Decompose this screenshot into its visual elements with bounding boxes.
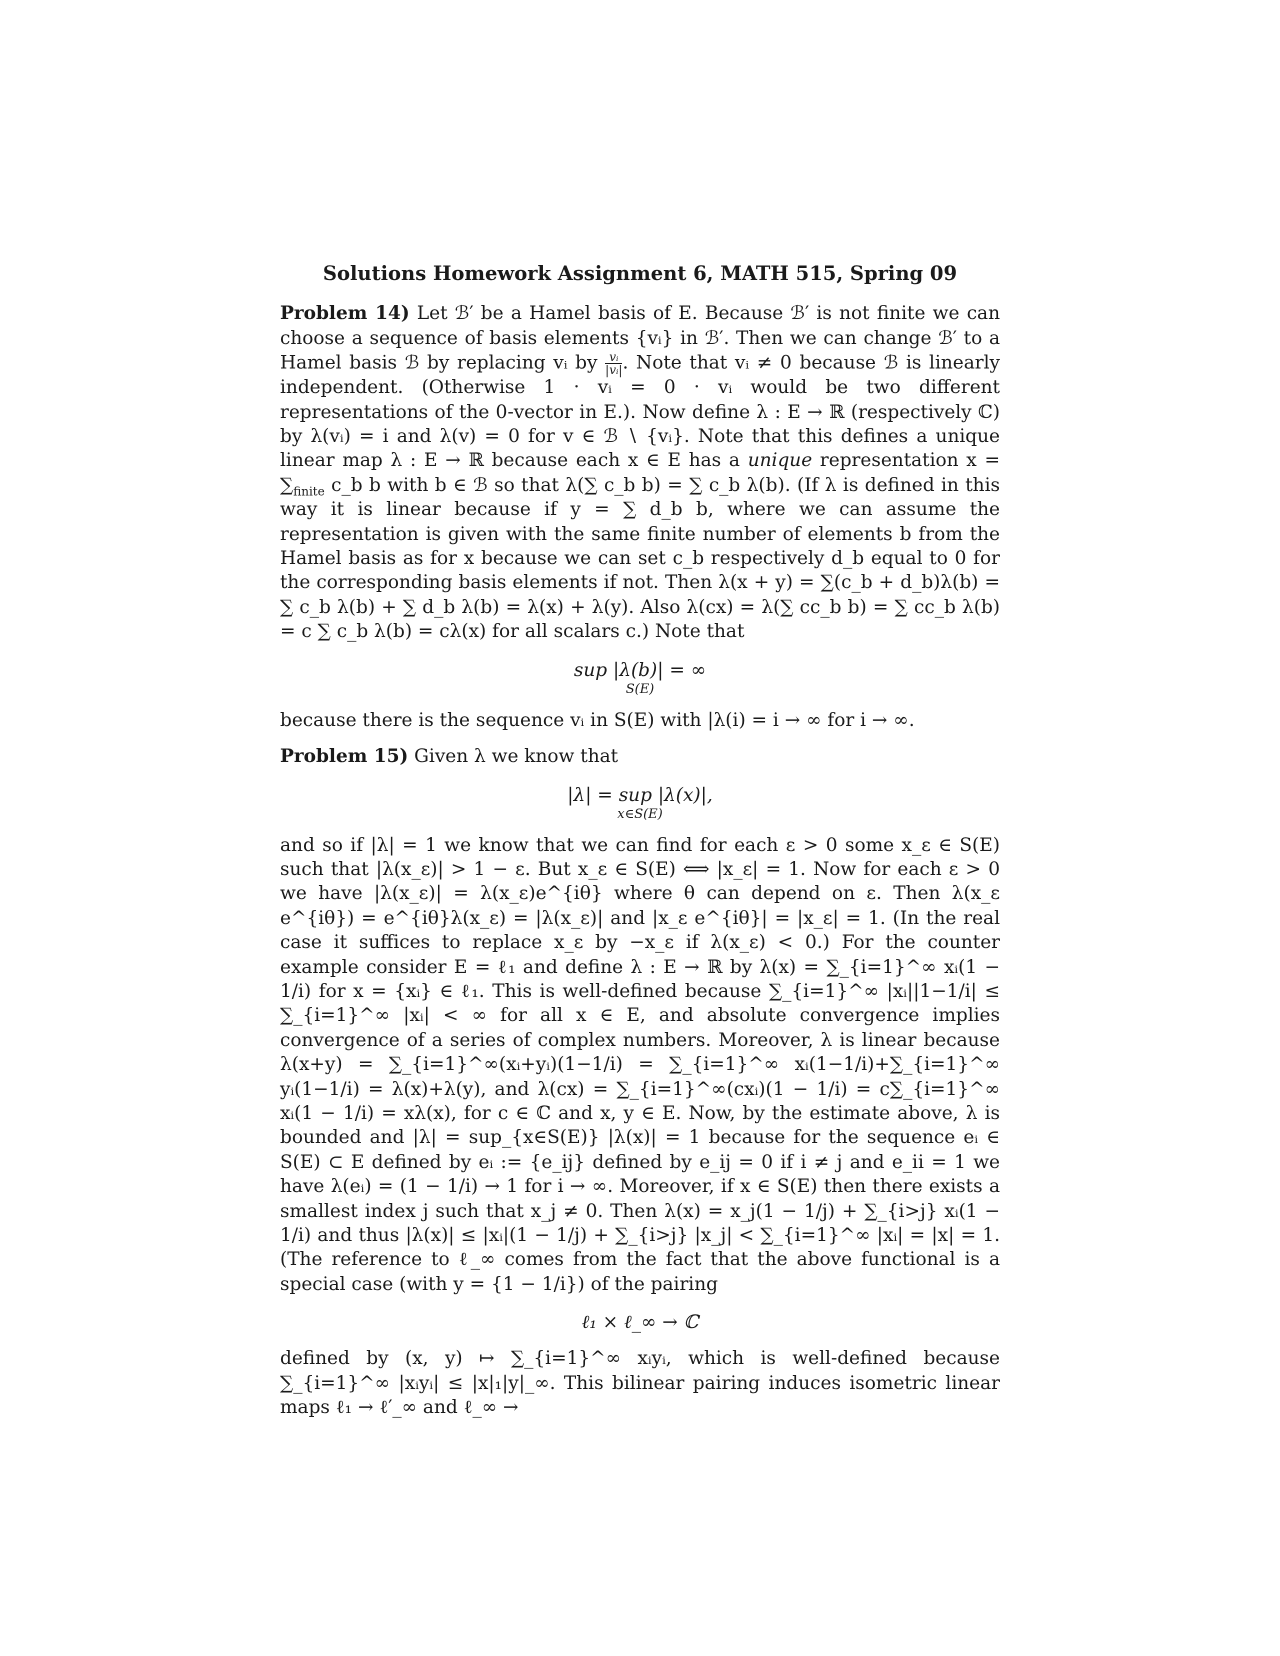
problem-14-text-4: c_b b with b ∈ ℬ so that λ(∑ c_b b) = ∑ c_b λ(b). (If λ is defined in this way it is linear because if y = ∑ d_b b, where we can assume the representation is given with the same finite number of elements b from the Hamel basis as for x because we can set c_b respectively d_b equal to 0 for the corresponding basis elements if not. Then λ(x + y) = ∑(c_b + d_b)λ(b) = ∑ c_b λ(b) + ∑ d_b λ(b) = λ(x) + λ(y). Also λ(cx) = λ(∑ cc_b b) = ∑ cc_b λ(b) = c ∑ c_b λ(b) = cλ(x) for all scalars c.) Note that: [280, 474, 1000, 643]
emphasis-unique: unique: [747, 450, 813, 472]
problem-15-body: and so if |λ| = 1 we know that we can find for each ε > 0 some x_ε ∈ S(E) such that |λ(x_ε)| > 1 − ε. But x_ε ∈ S(E) ⟺ |x_ε| = 1. Now for each ε > 0 we have |λ(x_ε)| = λ(x_ε)e^{iθ} where θ can depend on ε. Then λ(x_ε e^{iθ}) = e^{iθ}λ(x_ε) = |λ(x_ε)| and |x_ε e^{iθ}| = |x_ε| = 1. (In the real case it suffices to replace x_ε by −x_ε if λ(x_ε) < 0.) For the counter example consider E = ℓ₁ and define λ : E → ℝ by λ(x) = ∑_{i=1}^∞ xᵢ(1 − 1/i) for x = {xᵢ} ∈ ℓ₁. This is well-defined because ∑_{i=1}^∞ |xᵢ||1−1/i| ≤ ∑_{i=1}^∞ |xᵢ| < ∞ for all x ∈ E, and absolute convergence implies convergence of a series of complex numbers. Moreover, λ is linear because λ(x+y) = ∑_{i=1}^∞(xᵢ+yᵢ)(1−1/i) = ∑_{i=1}^∞ xᵢ(1−1/i)+∑_{i=1}^∞ yᵢ(1−1/i) = λ(x)+λ(y), and λ(cx) = ∑_{i=1}^∞(cxᵢ)(1 − 1/i) = c∑_{i=1}^∞ xᵢ(1 − 1/i) = xλ(x), for c ∈ ℂ and x, y ∈ E. Now, by the estimate above, λ is bounded and |λ| = sup_{x∈S(E)} |λ(x)| = 1 because for the sequence eᵢ ∈ S(E) ⊂ E defined by eᵢ := {e_ij} defined by e_ij = 0 if i ≠ j and e_ii = 1 we have λ(eᵢ) = (1 − 1/i) → 1 for i → ∞. Moreover, if x ∈ S(E) then there exists a smallest index j such that x_j ≠ 0. Then λ(x) = x_j(1 − 1/j) + ∑_{i>j} xᵢ(1 − 1/i) and thus |λ(x)| ≤ |xᵢ|(1 − 1/j) + ∑_{i>j} |x_j| < ∑_{i=1}^∞ |xᵢ| = |x| = 1. (The reference to ℓ_∞ comes from the fact that the above functional is a special case (with y = {1 − 1/i}) of the pairing: [280, 834, 1000, 1295]
normalized-basis-fraction: $\frac{\text{vᵢ}}{\text{|vᵢ|}}$: [605, 350, 623, 378]
problem-14-text-1: Let ℬ′ be a Hamel basis of E. Because ℬ′ is not finite we can choose a sequence of basis elements {vᵢ} in ℬ′. Then we can change ℬ′ to a Hamel basis ℬ by replacing vᵢ by: [280, 303, 1000, 374]
problem-14-conclusion: because there is the sequence vᵢ in S(E) with |λ(i) = i → ∞ for i → ∞.: [280, 709, 915, 731]
finite-subscript: finite: [293, 484, 325, 499]
sup-equation-14: sup |λ(b)| = ∞ S(E): [573, 659, 707, 697]
problem-14-text-2: . Note that vᵢ ≠ 0 because ℬ is linearly independent. (Otherwise 1 · vᵢ = 0 · vᵢ would be two different representations of the 0-vector in E.). Now define λ : E → ℝ (respectively ℂ) by λ(vᵢ) = i and λ(v) = 0 for v ∈ ℬ ∖ {vᵢ}. Note that this defines a unique linear map λ : E → ℝ because each x ∈ E has a: [280, 352, 1000, 472]
pairing-equation: ℓ₁ × ℓ_∞ → ℂ: [581, 1312, 699, 1334]
problem-14-paragraph: [280, 302, 1000, 644]
problem-14-heading: Problem 14): [280, 303, 410, 325]
problem-15-ending: defined by (x, y) ↦ ∑_{i=1}^∞ xᵢyᵢ, which is well-defined because ∑_{i=1}^∞ |xᵢyᵢ| ≤ |x|₁|y|_∞. This bilinear pairing induces isometric linear maps ℓ₁ → ℓ′_∞ and ℓ_∞ →: [280, 1348, 1000, 1419]
page-title: Solutions Homework Assignment 6, MATH 515, Spring 09: [322, 262, 958, 285]
problem-15-intro: Problem 15) Given λ we know that: [280, 746, 619, 768]
document-page: [280, 262, 1000, 1420]
norm-equation-15: |λ| = sup |λ(x)|, x∈S(E): [567, 784, 713, 822]
problem-15-heading: Problem 15): [280, 746, 409, 768]
problem-14-text-3: representation x = ∑: [280, 450, 1000, 496]
